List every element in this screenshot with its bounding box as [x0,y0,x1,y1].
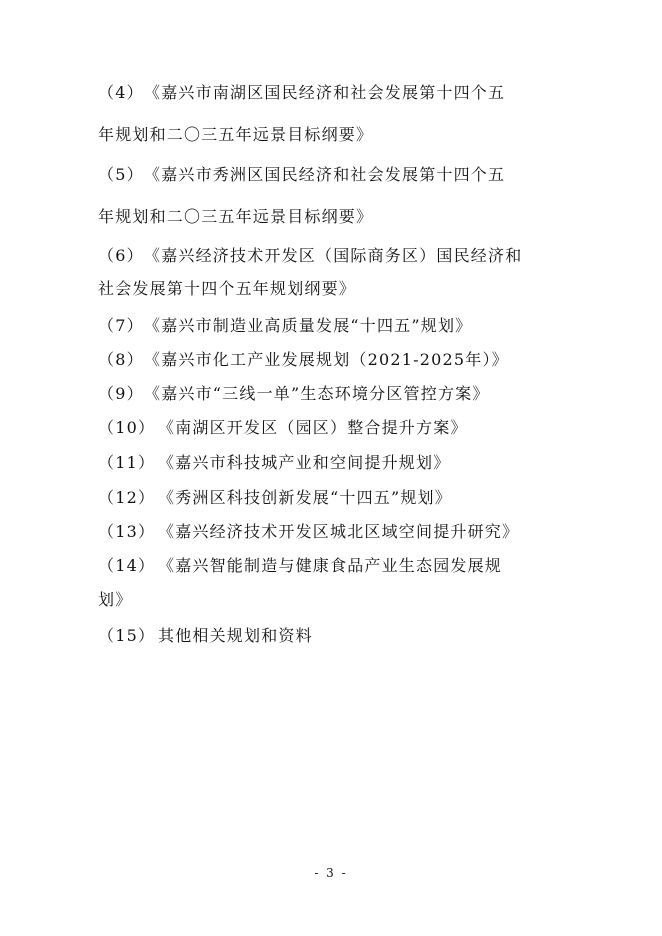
item-text: 《嘉兴经济技术开发区城北区域空间提升研究》 [158,522,520,541]
list-item [98,162,570,185]
list-item [98,623,570,646]
item-text: 《嘉兴市科技城产业和空间提升规划》 [158,453,451,472]
list-item [98,553,570,576]
item-number: （8） [98,350,144,369]
item-number: （5） [98,165,144,184]
item-number: （4） [98,83,144,102]
list-item [98,313,570,336]
item-text-continuation: 年规划和二〇三五年远景目标纲要》 [98,207,374,226]
item-text: 《嘉兴经济技术开发区（国际商务区）国民经济和 [144,246,523,265]
item-text: 《嘉兴市化工产业发展规划（2021-2025年）》 [144,350,509,369]
item-number: （11） [98,453,156,472]
item-text: 《秀洲区科技创新发展“十四五”规划》 [158,488,452,507]
item-text: 其他相关规划和资料 [158,626,313,645]
item-number: （12） [98,488,156,507]
item-text-continuation: 划》 [98,590,133,609]
page-number: - 3 - [314,866,348,880]
list-item [98,80,570,103]
item-number: （15） [98,626,156,645]
item-number: （10） [98,418,156,437]
list-item [98,519,570,542]
item-text-continuation: 年规划和二〇三五年远景目标纲要》 [98,125,374,144]
list-item [98,485,570,508]
item-number: （7） [98,316,144,335]
item-number: （14） [98,556,156,575]
item-text-continuation: 社会发展第十四个五年规划纲要》 [98,279,357,298]
item-number: （9） [98,384,144,403]
item-text: 《嘉兴市制造业高质量发展“十四五”规划》 [144,316,473,335]
item-number: （6） [98,246,144,265]
item-text: 《嘉兴智能制造与健康食品产业生态园发展规 [158,556,503,575]
item-text: 《南湖区开发区（园区）整合提升方案》 [158,418,468,437]
list-item [98,381,570,404]
item-number: （13） [98,522,156,541]
item-text: 《嘉兴市秀洲区国民经济和社会发展第十四个五 [144,165,506,184]
item-text: 《嘉兴市南湖区国民经济和社会发展第十四个五 [144,83,506,102]
list-item [98,415,570,438]
list-item [98,347,570,370]
list-item [98,243,570,266]
item-text: 《嘉兴市“三线一单”生态环境分区管控方案》 [144,384,490,403]
list-item [98,450,570,473]
